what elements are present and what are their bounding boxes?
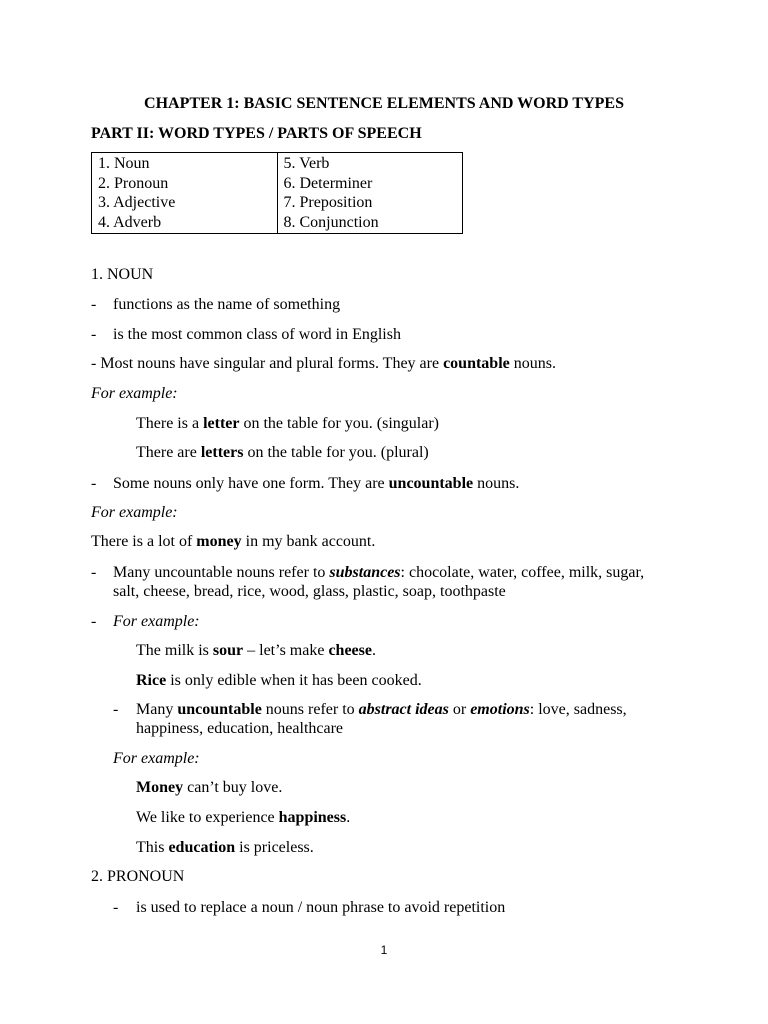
- chapter-title: CHAPTER 1: BASIC SENTENCE ELEMENTS AND WORD TYPES: [144, 95, 624, 112]
- bullet-dash: -: [91, 326, 97, 343]
- pronoun-heading: 2. PRONOUN: [91, 868, 185, 885]
- noun-point-4: Some nouns only have one form. They are uncountable nouns.: [113, 475, 520, 492]
- example-label: For example:: [91, 385, 178, 402]
- part-title: PART II: WORD TYPES / PARTS OF SPEECH: [91, 125, 422, 142]
- example-sentence: There is a letter on the table for you. (singular): [136, 415, 439, 432]
- bullet-dash: -: [113, 899, 119, 916]
- word-type-preposition: 7. Preposition: [283, 194, 373, 211]
- example-sentence: We like to experience happiness.: [136, 809, 351, 826]
- bullet-dash: -: [91, 564, 97, 581]
- bullet-dash: -: [113, 701, 119, 718]
- example-label: For example:: [113, 613, 200, 630]
- word-type-adjective: 3. Adjective: [98, 194, 176, 211]
- noun-point-6: Many uncountable nouns refer to abstract ideas or emotions: love, sadness,: [136, 701, 627, 718]
- noun-point-1: functions as the name of something: [113, 296, 341, 313]
- example-label: For example:: [113, 750, 200, 767]
- bullet-dash: -: [91, 613, 97, 630]
- word-type-verb: 5. Verb: [283, 155, 330, 172]
- example-sentence: Money can’t buy love.: [136, 779, 283, 796]
- word-types-table: [91, 152, 463, 234]
- example-sentence: The milk is sour – let’s make cheese.: [136, 642, 376, 659]
- example-sentence: There is a lot of money in my bank account.: [91, 533, 376, 550]
- noun-heading: 1. NOUN: [91, 266, 154, 283]
- noun-point-2: is the most common class of word in English: [113, 326, 401, 343]
- page-number: 1: [380, 943, 388, 957]
- pronoun-point-1: is used to replace a noun / noun phrase to avoid repetition: [136, 899, 506, 916]
- example-sentence: There are letters on the table for you. (plural): [136, 444, 429, 461]
- noun-point-6-continued: happiness, education, healthcare: [136, 720, 344, 737]
- word-type-determiner: 6. Determiner: [283, 174, 373, 192]
- example-sentence: Rice is only edible when it has been cooked.: [136, 672, 422, 689]
- word-type-conjunction: 8. Conjunction: [283, 213, 379, 231]
- bullet-dash: -: [91, 296, 97, 313]
- example-sentence: This education is priceless.: [136, 839, 314, 856]
- bullet-dash: -: [91, 475, 97, 492]
- word-type-noun: 1. Noun: [98, 155, 150, 172]
- example-label: For example:: [91, 504, 178, 521]
- word-type-pronoun: 2. Pronoun: [98, 174, 169, 192]
- noun-point-5-continued: salt, cheese, bread, rice, wood, glass, plastic, soap, toothpaste: [113, 583, 506, 600]
- word-types-right-column: [277, 153, 463, 234]
- word-types-left-column: [92, 153, 278, 234]
- noun-point-5: Many uncountable nouns refer to substances: chocolate, water, coffee, milk, sugar,: [113, 564, 645, 581]
- noun-point-3: - Most nouns have singular and plural forms. They are countable nouns.: [91, 355, 556, 372]
- word-type-adverb: 4. Adverb: [98, 213, 162, 231]
